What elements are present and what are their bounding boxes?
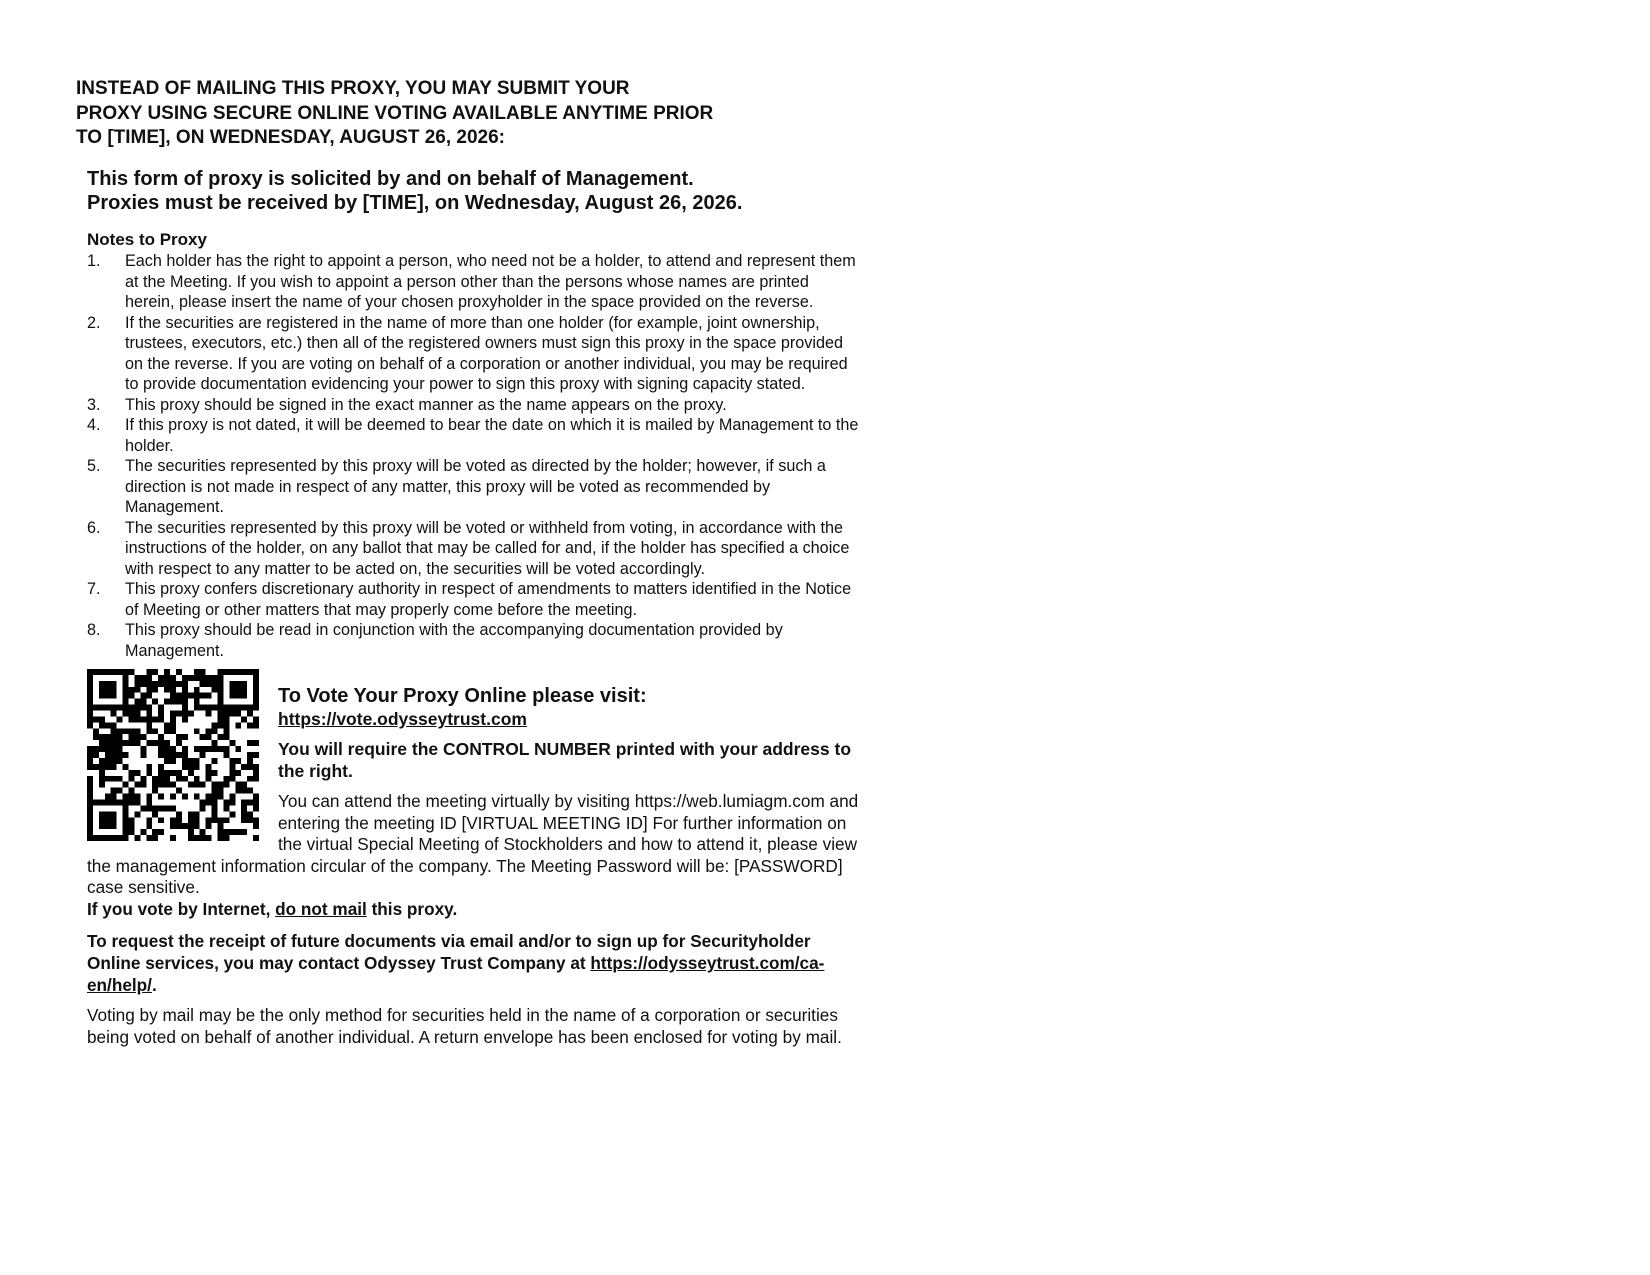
help-link[interactable]: https://odysseytrust.com/ca-en/help/	[87, 953, 825, 995]
internet-vote-warning	[87, 899, 862, 921]
note-item	[87, 579, 862, 620]
mail-voting-note: Voting by mail may be the only method for securities held in the name of a corporation or securities being voted on behalf of another individual. A return envelope has been enclosed for voting by mail.	[87, 1005, 842, 1047]
note-number: 4.	[87, 416, 101, 434]
online-voting-heading	[76, 77, 796, 151]
note-text: Each holder has the right to appoint a person, who need not be a holder, to attend and represent them at the Meeting. If you wish to appoint a person other than the persons whose names are printed herein, please insert the name of your chosen proxyholder in the space provided on the reverse.	[125, 252, 856, 311]
note-number: 2.	[87, 313, 101, 332]
note-number: 1.	[87, 252, 101, 270]
note-number: 8.	[87, 621, 101, 639]
virtual-meeting-info: You can attend the meeting virtually by visiting https://web.lumiagm.com and entering the meeting ID [VIRTUAL MEETING ID] For further information on the virtual Special Meeting of Stockholders and how to attend it, please view the management information circular of the company. The Meeting Password will be: [PASSWORD] case sensitive.	[87, 791, 859, 897]
request-text: To request the receipt of future documents via email and/or to sign up for Securityholder Online services, you may contact Odyssey Trust Company at	[87, 931, 811, 973]
note-number: 7.	[87, 580, 101, 598]
request-suffix: .	[151, 975, 157, 995]
proxy-body	[87, 167, 862, 1048]
note-item	[87, 456, 862, 518]
note-text: This proxy should be read in conjunction with the accompanying documentation provided by Management.	[125, 621, 783, 660]
note-text: If the securities are registered in the name of more than one holder (for example, joint ownership, trustees, executors, etc.) then all of the registered owners must sign this proxy in the space provided on the reverse. If you are voting on behalf of a corporation or another individual, you may be required to provide documentation evidencing your power to sign this proxy with signing capacity stated.	[125, 313, 848, 393]
note-text: The securities represented by this proxy will be voted as directed by the holder; however, if such a direction is not made in respect of any matter, this proxy will be voted as recommended by Management.	[125, 457, 826, 516]
heading-line: TO [TIME], ON WEDNESDAY, AUGUST 26, 2026:	[76, 127, 505, 148]
request-documents-notice	[87, 930, 862, 996]
notes-title: Notes to Proxy	[87, 230, 207, 249]
note-item	[87, 518, 862, 580]
note-item	[87, 620, 862, 661]
heading-line: PROXY USING SECURE ONLINE VOTING AVAILABLE ANYTIME PRIOR	[76, 102, 714, 124]
heading-line: INSTEAD OF MAILING THIS PROXY, YOU MAY SUBMIT YOUR	[76, 78, 630, 99]
note-number: 5.	[87, 457, 101, 475]
note-text: This proxy should be signed in the exact manner as the name appears on the proxy.	[125, 395, 727, 414]
vote-online-link[interactable]: https://vote.odysseytrust.com	[278, 709, 527, 729]
note-number: 6.	[87, 518, 101, 537]
note-number: 3.	[87, 395, 101, 414]
solicitation-line: This form of proxy is solicited by and on behalf of Management.	[87, 168, 694, 190]
note-item	[87, 313, 862, 395]
solicitation-notice	[87, 167, 862, 215]
note-item	[87, 395, 862, 416]
control-number-notice: You will require the CONTROL NUMBER printed with your address to the right.	[278, 739, 852, 781]
online-voting-section	[87, 669, 862, 920]
note-item	[87, 415, 862, 456]
deadline-line: Proxies must be received by [TIME], on Wednesday, August 26, 2026.	[87, 192, 743, 214]
note-text: If this proxy is not dated, it will be deemed to bear the date on which it is mailed by Management to the holder.	[125, 416, 859, 455]
note-text: The securities represented by this proxy will be voted or withheld from voting, in accordance with the instructions of the holder, on any ballot that may be called for and, if the holder has specified a choice with respect to any matter to be acted on, the securities will be voted accordingly.	[125, 518, 850, 578]
note-text: This proxy confers discretionary authority in respect of amendments to matters identified in the Notice of Meeting or other matters that may properly come before the meeting.	[125, 580, 852, 619]
qr-code-icon[interactable]	[87, 669, 259, 841]
notes-list	[87, 251, 862, 661]
do-not-mail-text: do not mail	[275, 898, 367, 919]
vote-online-title: To Vote Your Proxy Online please visit:	[278, 685, 647, 707]
warning-text: If you vote by Internet,	[87, 898, 276, 919]
note-item	[87, 251, 862, 313]
warning-text-end: this proxy.	[366, 898, 458, 919]
